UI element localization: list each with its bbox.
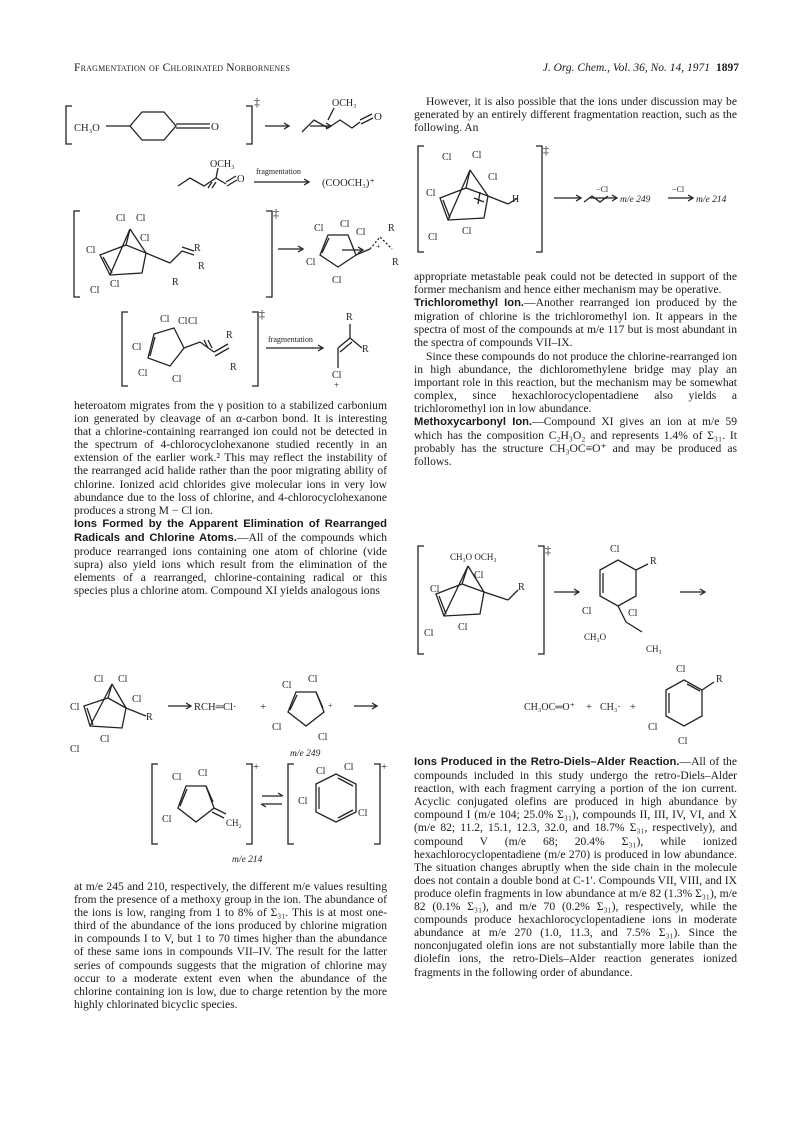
svg-text:R: R bbox=[226, 330, 233, 341]
svg-text:Cl: Cl bbox=[94, 674, 104, 685]
svg-text:Cl: Cl bbox=[610, 544, 620, 555]
svg-text:+: + bbox=[630, 702, 636, 713]
svg-text:CH₂: CH₂ bbox=[226, 818, 242, 828]
svg-text:+: + bbox=[260, 701, 267, 713]
svg-text:CH₃·: CH₃· bbox=[600, 702, 621, 713]
svg-text:−Cl: −Cl bbox=[596, 185, 609, 194]
svg-text:R: R bbox=[172, 277, 179, 288]
arrow-1 bbox=[308, 121, 334, 131]
svg-text:Cl: Cl bbox=[132, 694, 142, 705]
svg-text:Cl: Cl bbox=[678, 736, 688, 747]
svg-text:R: R bbox=[388, 223, 395, 234]
paragraph: Since these compounds do not produce the chlorine-rearranged ion in high abundance, the dichloromethylene bridge may play an important role in this reaction, but the mechanism may be somewhat complex, since hexachlorocyclopentadiene also yields a trichloromethyl ion in low abundance. bbox=[414, 349, 737, 415]
svg-text:CH₃O: CH₃O bbox=[584, 632, 607, 642]
svg-text:Cl: Cl bbox=[332, 370, 342, 381]
svg-text:Cl: Cl bbox=[86, 245, 96, 256]
svg-text:Cl: Cl bbox=[428, 232, 438, 243]
ester-och3: OCH₃ bbox=[210, 159, 235, 170]
svg-text:+: + bbox=[334, 380, 340, 390]
svg-text:Cl: Cl bbox=[188, 316, 198, 327]
svg-text:R: R bbox=[650, 556, 657, 567]
svg-text:‡: ‡ bbox=[543, 143, 549, 157]
svg-text:Cl: Cl bbox=[162, 814, 172, 825]
running-title: Fragmentation of Chlorinated Norbornenes bbox=[74, 62, 291, 74]
svg-text:R: R bbox=[146, 712, 153, 723]
section-heading: Ions Formed by the Apparent Elimination of Rearranged Radicals and Chlorine Atoms. bbox=[74, 517, 387, 544]
svg-text:Cl: Cl bbox=[676, 664, 686, 675]
ester-o: O bbox=[237, 174, 245, 185]
svg-text:m/e 249: m/e 249 bbox=[620, 195, 651, 205]
scheme-fragmentation-olefin bbox=[118, 308, 388, 390]
svg-text:Cl: Cl bbox=[430, 584, 440, 595]
svg-text:R: R bbox=[346, 312, 353, 323]
svg-text:CH₃: CH₃ bbox=[646, 644, 662, 654]
right-column-text-2: appropriate metastable peak could not be detected in support of the former mechanism and hence either mechanism may be operative. Trichloromethyl Ion.—Another rearranged ion produced by the migration of chlorine is the trichloromethyl ion. It appears in the spectra of most of the compounds at m/e 117 but is most abundant in the spectra of compounds VII–IX. Since these compounds do not produce the chlorine-rearranged ion in high abundance, the dichloromethylene bridge may play an important role in this reaction, but the mechanism may be somewhat complex, since hexachlorocyclopentadiene also yields a trichloromethyl ion in low abundance. Methoxycarbonyl Ion.—Compound XI gives an ion at m/e 59 which has the composition C₂H₃O₂ and represents 1.4% of Σ₃₁. It probably has the structure CH₃OC≡O⁺ and may be produced as follows. bbox=[414, 270, 738, 469]
svg-text:Cl: Cl bbox=[458, 622, 468, 633]
svg-text:RCH═Cl·: RCH═Cl· bbox=[194, 702, 237, 713]
och3-label: OCH₃ bbox=[332, 98, 357, 109]
page-number: 1897 bbox=[716, 62, 739, 74]
svg-text:Cl: Cl bbox=[70, 702, 80, 713]
svg-text:Cl: Cl bbox=[340, 219, 350, 230]
scheme-mz214-equilibrium bbox=[148, 760, 388, 868]
svg-text:Cl: Cl bbox=[358, 808, 368, 819]
svg-text:+: + bbox=[253, 761, 260, 773]
svg-text:‡: ‡ bbox=[545, 543, 551, 557]
scheme-methoxycyclohexanone bbox=[60, 92, 390, 152]
journal-name: J. Org. Chem., Vol. 36, No. 14, 1971 bbox=[542, 62, 710, 74]
paragraph: appropriate metastable peak could not be detected in support of the former mechanism and hence either mechanism may be operative. bbox=[414, 270, 737, 297]
svg-text:Cl: Cl bbox=[100, 734, 110, 745]
product-cooch3: (COOCH₃)⁺ bbox=[322, 178, 375, 189]
svg-text:R: R bbox=[230, 362, 237, 373]
svg-text:Cl: Cl bbox=[198, 768, 208, 779]
svg-text:Cl: Cl bbox=[424, 628, 434, 639]
svg-text:Cl: Cl bbox=[118, 674, 128, 685]
ketone-o: O bbox=[374, 111, 382, 123]
svg-text:Cl: Cl bbox=[356, 227, 366, 238]
svg-text:Cl: Cl bbox=[298, 796, 308, 807]
paragraph: However, it is also possible that the ions under discussion may be generated by an entirely different fragmentation reaction, such as the following. An bbox=[414, 95, 737, 135]
scheme-fragmentation-ester bbox=[170, 158, 410, 202]
arrow-2 bbox=[340, 245, 366, 255]
svg-text:Cl: Cl bbox=[178, 316, 188, 327]
svg-text:Cl: Cl bbox=[308, 674, 318, 685]
paragraph: at m/e 245 and 210, respectively, the different m/e values resulting from the presence of a methoxy group in the ion. The abundance of the ions is low, ranging from 1 to 8% of Σ₃₁. This is at most one-third of the abundance of the ions produced by chlorine migration in compounds I to V, but 1 to 70 times higher than the abundance of these same ions in compounds VII–IV. The result for the latter series of compounds suggests that the migration of chlorine may occur to a moderate extent even when the abundance of the chlorine containing ion is low, due to charge retention by the more highly chlorinated bicyclic species. bbox=[74, 880, 387, 1011]
svg-text:R: R bbox=[362, 344, 369, 355]
svg-text:R: R bbox=[392, 257, 399, 268]
scheme-methoxycarbonyl bbox=[414, 540, 744, 660]
svg-text:Cl: Cl bbox=[462, 226, 472, 237]
paragraph: heteroatom migrates from the γ position to a stabilized carbonium ion generated by cleavage of an α-carbon bond. It is interesting that a chlorine-containing rearranged ion could not be detected in the spectrum of 4-chlorocyclohexanone studied recently in an extension of the earlier work.² This may reflect the instability of the rearranged acid halide rather than the poor migrating ability of chlorine. Ionized acid chlorides give molecular ions in very low abundance due to the loss of chlorine, and 4-chlorocyclohexanone produces a strong M − Cl ion. bbox=[74, 399, 387, 517]
svg-text:Cl: Cl bbox=[426, 188, 436, 199]
scheme-compound-xi-ions bbox=[68, 670, 388, 760]
svg-text:Cl: Cl bbox=[90, 285, 100, 296]
svg-text:Cl: Cl bbox=[442, 152, 452, 163]
svg-text:R: R bbox=[716, 674, 723, 685]
svg-text:Cl: Cl bbox=[140, 233, 150, 244]
dagger: ‡ bbox=[273, 206, 279, 220]
svg-text:Cl: Cl bbox=[110, 279, 120, 290]
svg-text:m/e 249: m/e 249 bbox=[290, 749, 321, 759]
svg-text:Cl: Cl bbox=[582, 606, 592, 617]
svg-text:Cl: Cl bbox=[136, 213, 146, 224]
section-heading: Methoxycarbonyl Ion. bbox=[414, 416, 533, 429]
svg-text:−Cl: −Cl bbox=[672, 185, 685, 194]
svg-text:Cl: Cl bbox=[332, 275, 342, 286]
right-column-text-3: Ions Produced in the Retro-Diels–Alder Reaction.—All of the compounds included in this study undergo the retro-Diels–Alder reaction, with each fragment carrying a portion of the ion current. Acyclic conjugated olefins are produced in high abundance by compound I (m/e 104; 25.0% Σ₃₁), compounds II, III, IV, VI, and X (m/e 82; 11.2, 15.1, 12.3, 32.0, and 18.7% Σ₃₁, respectively), and compound V (m/e 68; 20.4% Σ₃₁), while ionized hexachlorocyclopentadiene (m/e 270) is produced in low abundance. The situation changes abruptly when the side chain in the molecule does not contain a double bond at C-1′. Compounds VII, VIII, and IX produce olefin fragments in low abundance at m/e 82 (1.3% Σ₃₁), m/e 82 (0.1% Σ₃₁), and m/e 70 (0.2% Σ₃₁), respectively, while the compounds produce hexachlorocyclopentadiene ions in moderate abundance at m/e 270 (1.0, 11.3, and 7.5% Σ₃₁). Since the nonconjugated olefin ions are not substantially more labile than the diolefin ions, the retro-Diels–Alder reaction generates ionized fragments in the following order of abundance. bbox=[414, 755, 737, 979]
svg-text:R: R bbox=[198, 261, 205, 272]
svg-text:Cl: Cl bbox=[316, 766, 326, 777]
svg-text:Cl: Cl bbox=[488, 172, 498, 183]
journal-citation bbox=[543, 62, 739, 74]
svg-text:Cl: Cl bbox=[314, 223, 324, 234]
svg-text:H: H bbox=[512, 194, 520, 205]
svg-text:Cl: Cl bbox=[272, 722, 282, 733]
right-column-text-1 bbox=[414, 95, 737, 134]
carbonyl-o: O bbox=[211, 121, 219, 133]
scheme-alternative-fragmentation bbox=[414, 140, 744, 260]
svg-text:Cl: Cl bbox=[318, 732, 328, 743]
svg-text:Cl: Cl bbox=[282, 680, 292, 691]
svg-text:Cl: Cl bbox=[306, 257, 316, 268]
fragmentation-label: fragmentation bbox=[256, 167, 301, 176]
svg-text:m/e 214: m/e 214 bbox=[696, 195, 727, 205]
svg-text:+: + bbox=[381, 761, 388, 773]
methoxy-label: CH₃O bbox=[74, 123, 100, 134]
svg-text:CH₃OC═O⁺: CH₃OC═O⁺ bbox=[524, 702, 575, 713]
left-column-text-2 bbox=[74, 880, 387, 1011]
svg-text:Cl: Cl bbox=[472, 150, 482, 161]
section-heading: Ions Produced in the Retro-Diels–Alder Reaction. bbox=[414, 756, 680, 768]
svg-text:fragmentation: fragmentation bbox=[268, 335, 313, 344]
svg-text:+: + bbox=[376, 242, 381, 251]
svg-text:‡: ‡ bbox=[259, 308, 265, 321]
svg-text:Cl: Cl bbox=[160, 314, 170, 325]
svg-text:Cl: Cl bbox=[172, 772, 182, 783]
section-heading: Trichloromethyl Ion. bbox=[414, 297, 525, 310]
svg-text:Cl: Cl bbox=[138, 368, 148, 379]
left-column-text-1: heteroatom migrates from the γ position to a stabilized carbonium ion generated by cleavage of an α-carbon bond. It is interesting that a chlorine-containing rearranged ion could not be detected in the spectrum of 4-chlorocyclohexanone studied recently in an extension of the earlier work.² This may reflect the instability of the rearranged acid halide rather than the poor migrating ability of chlorine. Ionized acid chlorides give molecular ions in very low abundance due to the loss of chlorine, and 4-chlorocyclohexanone produces a strong M − Cl ion. Ions Formed by the Apparent Elimination of Rearranged Radicals and Chlorine Atoms.—All of the compounds which produce rearranged ions containing one atom of chlorine (vide supra) also yield ions which result from the elimination of the elements of a rearranged, chlorine-containing radical or this species plus a chlorine atom. Compound XI yields analogous ions bbox=[74, 399, 387, 598]
svg-text:R: R bbox=[194, 243, 201, 254]
scheme-methoxycarbonyl-products bbox=[520, 660, 740, 750]
svg-text:Cl: Cl bbox=[344, 762, 354, 773]
svg-text:+: + bbox=[328, 701, 333, 710]
dagger: ‡ bbox=[254, 95, 260, 109]
svg-text:Cl: Cl bbox=[132, 342, 142, 353]
svg-text:Cl: Cl bbox=[648, 722, 658, 733]
svg-text:Cl: Cl bbox=[70, 744, 80, 755]
svg-text:Cl: Cl bbox=[116, 213, 126, 224]
svg-text:+: + bbox=[586, 702, 592, 713]
svg-text:m/e 214: m/e 214 bbox=[232, 855, 263, 865]
svg-text:Cl: Cl bbox=[172, 374, 182, 385]
svg-text:Cl: Cl bbox=[474, 570, 484, 581]
svg-text:CH₃O OCH₃: CH₃O OCH₃ bbox=[450, 552, 497, 562]
svg-text:Cl: Cl bbox=[628, 608, 638, 619]
svg-text:R: R bbox=[518, 582, 525, 593]
